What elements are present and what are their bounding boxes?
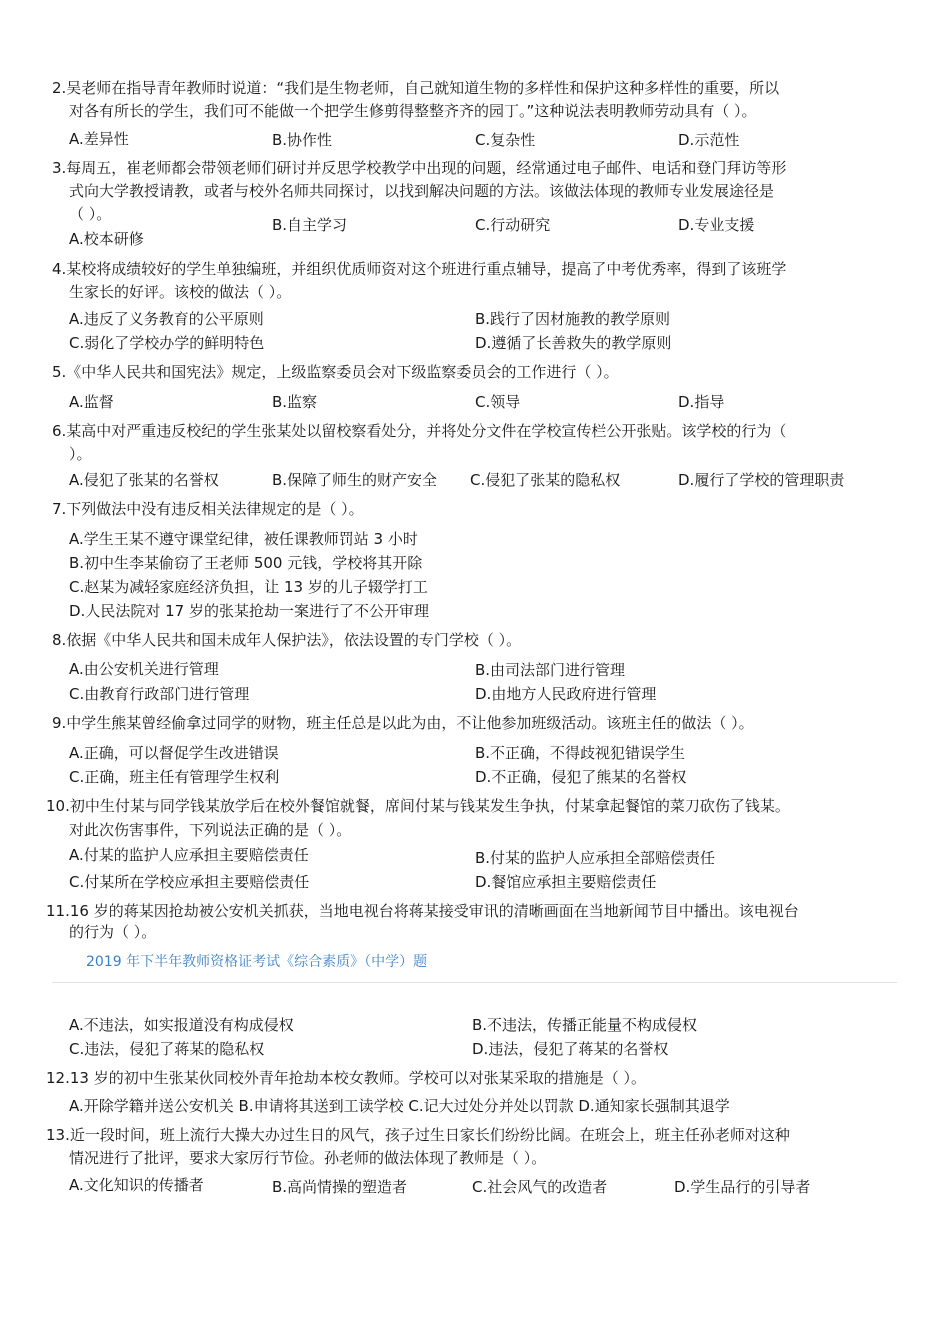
- q8-option-a: A.由公安机关进行管理: [69, 660, 219, 678]
- q12-stem-line1: 12.13 岁的初中生张某伙同校外青年抢劫本校女教师。学校可以对张某采取的措施是（ ）。: [46, 1069, 646, 1087]
- q8-option-d: D.由地方人民政府进行管理: [475, 685, 657, 703]
- q10-option-a: A.付某的监护人应承担主要赔偿责任: [69, 846, 309, 864]
- q10-option-d: D.餐馆应承担主要赔偿责任: [475, 873, 657, 891]
- q4-stem-line2: 生家长的好评。该校的做法（ ）。: [69, 283, 292, 301]
- q3-stem-line3: （ ）。: [69, 205, 112, 223]
- q13-stem-line1: 13.近一段时间，班上流行大操大办过生日的风气，孩子过生日家长们纷纷比阔。在班会上，班主任孙老师对这种: [46, 1126, 790, 1144]
- q2-stem-line2: 对各有所长的学生，我们可不能做一个把学生修剪得整整齐齐的园丁。”这种说法表明教师劳动具有（ ）。: [69, 102, 757, 120]
- q11-option-d: D.违法，侵犯了蒋某的名誉权: [472, 1040, 669, 1058]
- q6-option-b: B.保障了师生的财产安全: [272, 471, 438, 489]
- q11-option-a: A.不违法，如实报道没有构成侵权: [69, 1016, 294, 1034]
- q5-option-d: D.指导: [678, 393, 725, 411]
- q13-option-c: C.社会风气的改造者: [472, 1178, 608, 1196]
- q6-option-a: A.侵犯了张某的名誉权: [69, 471, 219, 489]
- q2-stem-line1: 2.吴老师在指导青年教师时说道：“我们是生物老师，自己就知道生物的多样性和保护这种多样性的重要，所以: [52, 79, 780, 97]
- q5-stem-line1: 5.《中华人民共和国宪法》规定，上级监察委员会对下级监察委员会的工作进行（ ）。: [52, 363, 619, 381]
- q6-stem-line1: 6.某高中对严重违反校纪的学生张某处以留校察看处分，并将处分文件在学校宣传栏公开张贴。该学校的行为（: [52, 422, 787, 440]
- page-divider: [52, 982, 897, 983]
- q6-stem-line2: ）。: [69, 445, 92, 463]
- q6-option-c: C.侵犯了张某的隐私权: [470, 471, 621, 489]
- q8-option-b: B.由司法部门进行管理: [475, 661, 626, 679]
- q7-option-b: B.初中生李某偷窃了王老师 500 元钱，学校将其开除: [69, 554, 423, 572]
- q10-stem-line1: 10.初中生付某与同学钱某放学后在校外餐馆就餐，席间付某与钱某发生争执，付某拿起餐馆的菜刀砍伤了钱某。: [46, 797, 790, 815]
- q5-option-b: B.监察: [272, 393, 318, 411]
- q13-option-d: D.学生品行的引导者: [674, 1178, 811, 1196]
- q11-option-b: B.不违法，传播正能量不构成侵权: [472, 1016, 698, 1034]
- q3-option-d: D.专业支援: [678, 216, 755, 234]
- q10-option-c: C.付某所在学校应承担主要赔偿责任: [69, 873, 310, 891]
- q13-option-b: B.高尚情操的塑造者: [272, 1178, 408, 1196]
- q3-option-c: C.行动研究: [475, 216, 551, 234]
- exam-title-footer: 2019 年下半年教师资格证考试《综合素质》（中学）题: [86, 954, 428, 970]
- q9-stem-line1: 9.中学生熊某曾经偷拿过同学的财物，班主任总是以此为由，不让他参加班级活动。该班主任的做法（ ）。: [52, 714, 754, 732]
- q3-stem-line1: 3.每周五，崔老师都会带领老师们研讨并反思学校教学中出现的问题，经常通过电子邮件、电话和登门拜访等形: [52, 159, 787, 177]
- q2-option-d: D.示范性: [678, 131, 740, 149]
- q7-option-d: D.人民法院对 17 岁的张某抢劫一案进行了不公开审理: [69, 602, 429, 620]
- q6-option-d: D.履行了学校的管理职责: [678, 471, 845, 489]
- q9-option-c: C.正确，班主任有管理学生权利: [69, 768, 280, 786]
- q8-stem-line1: 8.依据《中华人民共和国未成年人保护法》，依法设置的专门学校（ ）。: [52, 631, 522, 649]
- q2-option-c: C.复杂性: [475, 131, 536, 149]
- q2-option-a: A.差异性: [69, 130, 129, 148]
- q11-stem-line2: 的行为（ ）。: [69, 923, 157, 941]
- q13-stem-line2: 情况进行了批评，要求大家厉行节俭。孙老师的做法体现了教师是（ ）。: [69, 1149, 547, 1167]
- q3-option-b: B.自主学习: [272, 216, 348, 234]
- q3-option-a: A.校本研修: [69, 230, 144, 248]
- q7-option-a: A.学生王某不遵守课堂纪律，被任课教师罚站 3 小时: [69, 530, 418, 548]
- q4-option-c: C.弱化了学校办学的鲜明特色: [69, 334, 265, 352]
- q11-option-c: C.违法，侵犯了蒋某的隐私权: [69, 1040, 265, 1058]
- q3-stem-line2: 式向大学教授请教，或者与校外名师共同探讨，以找到解决问题的方法。该做法体现的教师专业发展途径是: [69, 182, 775, 200]
- q9-option-b: B.不正确，不得歧视犯错误学生: [475, 744, 686, 762]
- q13-option-a: A.文化知识的传播者: [69, 1176, 204, 1194]
- q10-stem-line2: 对此次伤害事件，下列说法正确的是（ ）。: [69, 821, 352, 839]
- q4-option-d: D.遵循了长善救失的教学原则: [475, 334, 672, 352]
- q4-stem-line1: 4.某校将成绩较好的学生单独编班，并组织优质师资对这个班进行重点辅导，提高了中考优秀率，得到了该班学: [52, 260, 787, 278]
- q7-option-c: C.赵某为减轻家庭经济负担，让 13 岁的儿子辍学打工: [69, 578, 428, 596]
- q9-option-a: A.正确，可以督促学生改进错误: [69, 744, 279, 762]
- q9-option-d: D.不正确，侵犯了熊某的名誉权: [475, 768, 687, 786]
- q7-stem-line1: 7.下列做法中没有违反相关法律规定的是（ ）。: [52, 500, 364, 518]
- q11-stem-line1: 11.16 岁的蒋某因抢劫被公安机关抓获，当地电视台将蒋某接受审讯的清晰画面在当地新闻节目中播出。该电视台: [46, 902, 799, 920]
- q5-option-c: C.领导: [475, 393, 521, 411]
- q2-option-b: B.协作性: [272, 131, 333, 149]
- q5-option-a: A.监督: [69, 393, 114, 411]
- q12-options-line: A.开除学籍并送公安机关 B.申请将其送到工读学校 C.记大过处分并处以罚款 D.通知家长强制其退学: [69, 1097, 730, 1115]
- q4-option-a: A.违反了义务教育的公平原则: [69, 310, 264, 328]
- q4-option-b: B.践行了因材施教的教学原则: [475, 310, 671, 328]
- q8-option-c: C.由教育行政部门进行管理: [69, 685, 250, 703]
- q10-option-b: B.付某的监护人应承担全部赔偿责任: [475, 849, 716, 867]
